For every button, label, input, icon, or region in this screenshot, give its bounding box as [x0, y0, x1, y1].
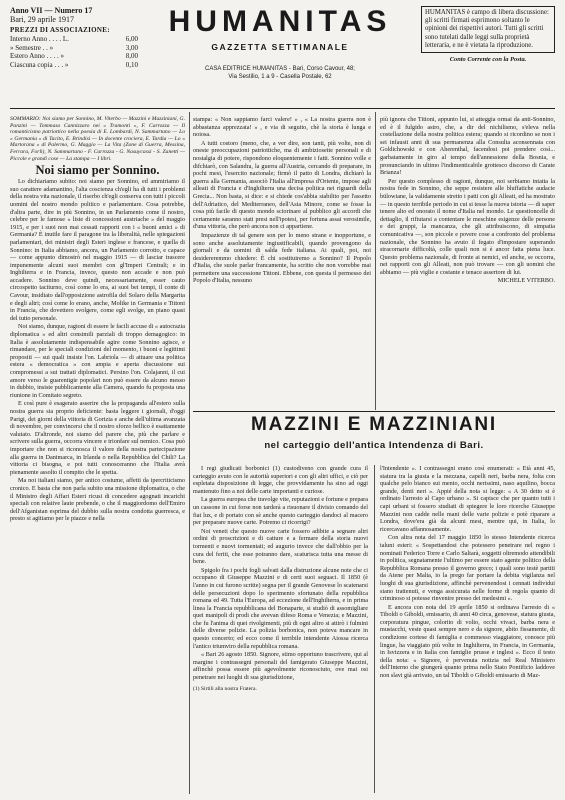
- paragraph: Per questo complesso di ragioni, dunque, noi serbiamo intatta la nostra fede in Sonnino, che seppe resistere alle bluffatiche audacie bülowiane, la validamente stretto i patti con gli Alleati, ed ha mostrato — in questo terribile periodo in cui si tesse la nuova istoria — di saper tenere alto ed onorato il nome d'Italia nel mondo. Le questioncelle di dettaglio, il rifiutarsi a contentare le meschine esigenze delle persone e dei gruppi, la mancanza, che gli attribuiscono, di simpatia comunicativa —, son piccole e povere cose a confronto del problema nazionale, che Sonnino ha avuto il fegato d'impostare superando stracornarie difficoltà, colle quali non si è ancor fatta piena luce. Questo problema nazionale, di fronte ai nemici, ed anche, se occorra, nei rapporti con gli Alleati, non può trovare — con gli uomini che abbiamo — più viglie e costante e tenace assertore di lui.: [380, 177, 555, 276]
- paragraph: E ancora con nota del 19 aprile 1850 si ordinava l'arresto di « Tiboldi o Giboldi, emissario, di anni 40 circa, genovese, statura giusta, corporatura pingue, colorito di volto, occhi vivaci, barba nera e mustacchi, veste quasi sempre nero e da signore, abito fissamente, di condizione cortese di famiglia e commesso viaggiatore, conosce più lingue, ha viaggiato più volte in Inghilterra, in Francia, in Germania, in Isvizzera e in Italia con famiglie prusse e inglesi ». Ecco il testo della nota: « Signore, è pervenuta notizia nel Real Ministero dell'Interno che giungerà quanto prima nello Stato Pontificio laddove non slavi già arrivato, un tal Tiboldi o Giboldi emissario di Maz-: [380, 603, 555, 680]
- column-divider: [374, 465, 375, 793]
- sommario: SOMMARIO: Noi siamo per Sonnino, M. Viterbo — Mazzini e Mazziniani, G. Panzini — Tommaso Cannizzaro nei « Tramonti », F. Carrozza — Il romanticismo patriottico nella poesia di E. Lombardi, N. Sammartano — Lo « Germania » di Tacito, E. Brindisi — In docente crociera, E. Tardia — Lo « Martorana » di Palermo, G. Maggio — La Vita (Zone di Guerra, Messina, Ferrara, Forlì), N. Sammartano - F. Carrozza - G. Nasuycassi - S. Zanetti — Piccole e grandi cose — La stampa — I libri.: [10, 116, 185, 162]
- column-4: [193, 465, 368, 790]
- paragraph: Lo dichiariamo subito: noi siamo per Sonnino, ed ammiriamo il suo carattere adamantino, l'alta coscienza ch'egli ha di tutti i problemi della nostra vita nazionale, il riserbo ch'egli conserva con tutti i piccoli uomini del nostro mondo politico e parlamentare. Cosa potrebbe, d'altra parte, dire in più Sonnino, in un Parlamento come il nostro, celebre per le famose « liste di concessioni austriache » del maggio 1915, e per i suoi non mai cessati rapporti con i « buoni amici » di Germania? È inutile fare il paragone tra la liberalità, nelle spiegazioni parlamentari, dei ministri degli Esteri inglese e francese, e quella di Sonnino: in Italia abbiamo, ancora, un Parlamento corrotto, e capace — come appunto dimostrò nel maggio 1915 — di lasciar trascere impunemente alcuni suoi membri con gl'Imperi Centrali; e in Inghilterra e in Francia, invece, questo non accade e non può accadere. Sonnino deve quindi, necessariamente, esser cauto circospetto taciturno, così come lo era, ai suoi bei tempi, il conte di Cavour, insidiato dall'opposizione astrofila del Solaro della Margarita e degli altri; così come lo erano, anche, Moltke in Germania e Tittoni in Francia, che dovettero svolgere, come egli svolge, un piano quasi del tutto personale.: [10, 178, 185, 322]
- paragraph: Noi veneti che questo nuove carte fossero adibite a segnare altri ordini di proscrizioni e di catture e a fermare della storia nuovi tormenti e nuovi tormentati; ed augurio invece che dall'obbio per la cura del feriti, che esse potranno dare, scaturisca tutta una messe di bene.: [193, 527, 368, 566]
- prices-title: PREZZI DI ASSOCIAZIONE:: [10, 26, 110, 34]
- issue-date: Bari, 29 aprile 1917: [10, 15, 74, 24]
- article-title: Noi siamo per Sonnino.: [35, 163, 160, 178]
- paragraph: « Bari 26 agosto 1850. Signore, stimo opportuno trascrivere, qui al margine i contrassegni personali del famigerato Giuseppe Mazzini, affinchè possa essere più agevolmente riconosciuto, ove mai osi penetrare nei luoghi di sua giurisdizione,: [193, 651, 368, 682]
- section-rule: [193, 411, 555, 412]
- paragraph: stampa: « Non sappiamo farci valere! » , « La nostra guerra non è abbastanza apprezzata! » , e via di seguito, chè la storia è lunga e noiosa.: [193, 116, 371, 139]
- masthead-notice: [421, 6, 555, 64]
- paragraph: Con altra nota del 17 maggio 1850 lo stesso Intendente ricerca taluni esteri: « Sospettandosi che potessero penetrare nel regno i nominati Federico Torre e Carlo Saltarà, soggetti oltremodo attendibili in politica, segnatamente l'ultimo per essere stato agente politico della Repubblica Romana presso il governo greco; i quali sono testè partiti da Atene per Malta, io la prego far portare la debita vigilanza nel luoghi di sua giurisdizione, affinchè pervenendosi i cennati individui siano trattenuti, e venga assicurata nelle forme di regola quanto di criminoso si potesse rinvenire presso dei medesimi ».: [380, 534, 555, 603]
- article-headline: MAZZINI E MAZZINIANI: [250, 414, 498, 435]
- notice-box: HUMANITAS è campo di libera discussione: gli scritti firmati esprimono soltanto le opinioni dei rispettivi autori. Tutti gli scritti sono tutelati dalle leggi sulla proprietà letteraria, e ne è vietata la riproduzione.: [421, 6, 555, 53]
- footnote: (1) Sirtili alla nostra Fratera.: [193, 685, 257, 692]
- column-1: [10, 116, 185, 792]
- publisher-line: CASA EDITRICE HUMANITAS - Bari, Corso Cavour, 48;: [205, 66, 355, 72]
- paragraph: Impazienze di tal genere son per lo meno strane e inopportune, e sono anche assolutamente ingiustificabili, quando provengono da giornali e da uomini di salda fede italiana. Ai quali, poi, noi desidereremmo chiedere: È chi sostituiremo a Sonnino? Il Popolo d'Italia, che suole parlar francamente, ha scritto che non vorrebbe mai permettere una successione Tittoni. Ebbene, con questa il permesso dei Popolo d'Italia, nessuno: [193, 231, 371, 285]
- paragraph: l'Intendente ». I contrassegni erano così enumerati: « Età anni 45, statura tra la giusta e la mezzana, capelli neri, barba nera, folta con qualche pelo bianco sui mento, occhi nerissimi, naso aquilino, bocca grande, denti neri ». Appié della nota si legge: « A 30 detto si è ordinato l'arresto al Capo urbano ». Si capisce che per quanto tutti i capi urbani si fossero studiati di spiegere le loro ricerche Giuseppe Mazzini non cadde nelle mani delle varie polizie e potè riparare a Londra, dove'era già da alcuni mesi, mentre qui, in Italia, lo ricercavano affannosamente.: [380, 465, 555, 533]
- price-row: Estero Anno . . . . » 8,00: [10, 52, 138, 61]
- column-5: [380, 465, 555, 790]
- paragraph: A tutti costoro (meno, che, a ver dire, son tanti, più volte, non di oneste preoccupazioni patriottiche, ma di ambiziosette personali e di nostalgia di potere, rispondono eloquentemente i fatti. Sonnino volle e difchiarò, con Salandra, la guerra all'Austria, cercando di preparare, in pochi mesi, l'esercito nazionale; firmò il patto di Londra, dichiarò la guerra alla Germania, associò l'Italia all'impresa d'Oriente, impose agli alleati di Francia e d'Inghilterra una decisa politica nei riguardi della Grecia... Non basta, si dice: e si chiede cos'abbia stabilito per l'assetto dell'Adriatico, del Mediterraneo, dell'Asia Minore, come se fosse la cosa più facile di questo mondo sciorinare al pubblico gli accordi che certamente saranno stati presi nell'ipotesi, per fortuna assai verosimile, d'una vittoria, che però ancora non ci appartiene.: [193, 139, 371, 231]
- price-row: Ciascuna copia . . . » 0,10: [10, 60, 138, 69]
- article-subheadline: nel carteggio dell'antica Intendenza di Bari.: [264, 440, 484, 451]
- masthead-rule: [10, 108, 555, 109]
- paragraph: Spigolo fra i pochi fogli salvati dalla distruzione alcune note che ci occupano di Giuseppe Mazzini e di certi suoi seguaci. Il 1850 (è l'anno in cui furono scritte) segna per il grande Genovese lo scatenarsi delle persecuzioni dopo lo sperimento sfortunato della repubblica romana ed 49. Tutta l'Europa, ad eccezione dell'Inghilterra, e in prima linea la Francia repubblicana del Bonaparte, si studiò di assomigliare quei manipoli di prodi che avevan difeso Roma e Venezia; e Mazzini, che fu l'anima di quei rivolgimenti, più di ogni altro si attirò i fulmini delle diverse polizie. La polizia borbonica, non poteva mancare in questo concerto; ed ecco come il terribile intendente Aiossa ricerca l'antico triumviro della repubblica romana.: [193, 566, 368, 650]
- paragraph: La guerra europea che travolge vite, reputazioni e fortune e prepara un cassone in cui forse non tarderà a risuonare il divisio comando del fiat lux, e di portato con sè anche questo carteggio dandoci al macero per preparare nuove carte. Potremo ci ricorrigi?: [193, 496, 368, 527]
- newspaper-title: HUMANITAS: [168, 5, 392, 38]
- paragraph: I regi giudicati borbonici (1) custodiveno con grande cura il carteggio avuto con le autorità superiori e con gli altri uffici, e ciò per espletata disposizione di legge, che provvidamente ha sino ad oggi mantenuto fino a noi delle carte importanti e curiose.: [193, 465, 368, 495]
- paragraph: più ignora che Tittoni, appunto lui, si atteggia ormai da anti-Sonnino, ed è il fulgido astro, che, a dir del nichilismo, s'eleva nella costellazione della nostra politica estera; quando si ricordino se non i sei infausti anni di sua permanenza alla Consulta aconsennata con Goldichowski e con Aherenthal, facendosi poi prendere così... garbatamente in giro al tempo dell'annessione della Bosnia, e pronunciando in ultimo l'indimenticabile grottesco discorso di Carate Brianza!: [380, 116, 555, 177]
- issue-number: Anno VII — Numero 17: [10, 6, 93, 15]
- paragraph: Ma noi italiani siamo, per antico costume, affetti da ipercriticismo cronico. E basta che non parla subito una missione diplomatica, o che il Ministro degli Affari Esteri ricusi di concedere agognati incarichi speciali con relative laute prebende, o che il maggiordomo dell'Emiro dell'Afganistan esprima del dubbio sulla nostra condotta guerresca, e presto si agitiamo per le piazze e nella: [10, 477, 185, 523]
- column-3: [380, 116, 555, 409]
- newspaper-subtitle: GAZZETTA SETTIMANALE: [211, 42, 349, 52]
- paragraph: Noi siamo, dunque, ragioni di essere le facili accuse di « autocrazia diplomatica » ed altri consimili parziali di troppo demagogico: in Italia è assolutamente indispensabile agire come Sonnino agisce, e rimandare, per le speciali condizioni del momento, i buoni e legittimi propositi — sui quali insiste l'on. Labriola — di attuare una politica estera « democratica » con ampia e aperta discussione sui compromessi a sui trattati diplomatici. Persino l'on. Colajanni, il cui amore verso le guarentigie popolari non può essere da alcuno messo in dubbio, insiste pubblicamente alla Camera, quando fu proposta una riunione in Comitato segreto.: [10, 323, 185, 399]
- column-2: [193, 116, 371, 409]
- column-divider: [375, 112, 376, 410]
- publisher-address: Via Sestilio, 1 a 9 - Casella Postale, 62: [228, 73, 332, 80]
- paragraph: E così pure è esagerato asserire che la propaganda all'estero sulla nostra guerra sia proprio deficiente: basta leggere i giornali, d'oggi Parigi, dei giorni della vittoria di Gorizia e anche dell'ultima avanzata di novembre, per convincersi che il nostro sforzo bellico è esattamente valutato. D'altronde, noi siamo del parere che, più che parlare e scrivere sulla guerra, occorra vincere e trionfare sul nemico. Cosa può importare che non si riconosca il valore della nostra partecipazione alla guerra in Danimarca, in Irlanda o nella Repubblica del Chili? La vittoria ci bisogna, e poi tutti conosceranno che l'Italia avrà pienamente assolto il compito che le spetta.: [10, 400, 185, 476]
- price-row: Interno Anno . . . . L. 6,00: [10, 35, 138, 43]
- author-signature: MICHELE VITERBO.: [497, 277, 555, 285]
- masthead-info: [10, 6, 138, 69]
- masthead-center: [146, 6, 414, 81]
- price-row: » Semestre . . » 3,00: [10, 43, 138, 52]
- conto-corrente: Conto Corrente con la Posta.: [449, 56, 527, 64]
- column-divider: [189, 112, 190, 794]
